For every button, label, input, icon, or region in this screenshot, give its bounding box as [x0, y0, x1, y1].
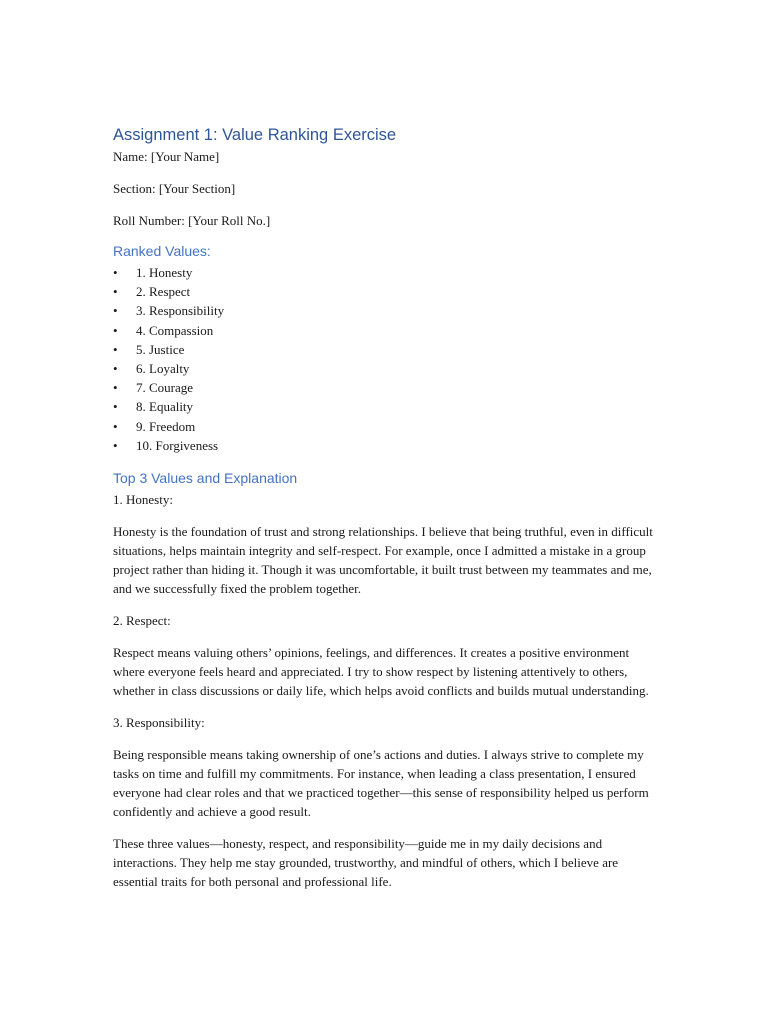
roll-number-field: Roll Number: [Your Roll No.]	[113, 213, 271, 228]
list-item	[113, 359, 658, 378]
bullet-icon: •	[113, 341, 118, 357]
list-item	[113, 417, 658, 436]
respect-label: 2. Respect:	[113, 613, 171, 629]
list-item	[113, 282, 658, 301]
bullet-icon: •	[113, 322, 118, 338]
honesty-paragraph: Honesty is the foundation of trust and strong relationships. I believe that being truthful, even in difficult situations, helps maintain integrity and self-respect. For example, once I admitted a mistake in a group project rather than hiding it. Though it was uncomfortable, it built trust between my teammates and me, and we successfully fixed the problem together.	[113, 524, 653, 597]
list-item-text: 3. Responsibility	[136, 303, 225, 319]
bullet-icon: •	[113, 303, 118, 319]
list-item-text: 6. Loyalty	[136, 361, 190, 377]
list-item	[113, 378, 658, 397]
list-item-text: 1. Honesty	[136, 265, 193, 280]
list-item-text: 2. Respect	[136, 284, 191, 300]
document-page	[113, 124, 658, 904]
list-item-text: 5. Justice	[136, 341, 185, 357]
list-item-text: 10. Forgiveness	[136, 437, 219, 453]
document-title: Assignment 1: Value Ranking Exercise	[113, 126, 397, 144]
list-item-text: 7. Courage	[136, 380, 194, 396]
bullet-icon: •	[113, 284, 118, 300]
list-item-text: 8. Equality	[136, 399, 194, 415]
list-item	[113, 301, 658, 320]
bullet-icon: •	[113, 418, 118, 434]
bullet-icon: •	[113, 380, 118, 396]
top3-heading: Top 3 Values and Explanation	[113, 470, 298, 487]
name-field: Name: [Your Name]	[113, 149, 220, 164]
list-item-text: 4. Compassion	[136, 322, 214, 338]
honesty-label: 1. Honesty:	[113, 492, 173, 508]
respect-paragraph: Respect means valuing others’ opinions, feelings, and differences. It creates a positive environment where everyone feels heard and appreciated. I try to show respect by listening attentively to others, whether in class discussions or daily life, which helps avoid conflicts and builds mutual understanding.	[113, 645, 649, 699]
bullet-icon: •	[113, 265, 118, 280]
list-item-text: 9. Freedom	[136, 418, 196, 434]
conclusion-paragraph: These three values—honesty, respect, and responsibility—guide me in my daily decisions and interactions. They help me stay grounded, trustworthy, and mindful of others, which I believe are essential traits for both personal and professional life.	[113, 836, 619, 890]
list-item	[113, 436, 658, 455]
list-item	[113, 340, 658, 359]
list-item	[113, 263, 658, 282]
list-item	[113, 321, 658, 340]
ranked-values-list	[113, 263, 658, 455]
bullet-icon: •	[113, 437, 118, 453]
responsibility-paragraph: Being responsible means taking ownership of one’s actions and duties. I always strive to complete my tasks on time and fulfill my commitments. For instance, when leading a class presentation, I ensured everyone had clear roles and that we practiced together—this sense of responsibility helped us perform confidently and achieve a good result.	[113, 747, 649, 820]
responsibility-label: 3. Responsibility:	[113, 715, 205, 731]
bullet-icon: •	[113, 361, 118, 377]
section-field: Section: [Your Section]	[113, 181, 236, 196]
bullet-icon: •	[113, 399, 118, 415]
ranked-values-heading: Ranked Values:	[113, 243, 211, 259]
list-item	[113, 397, 658, 416]
